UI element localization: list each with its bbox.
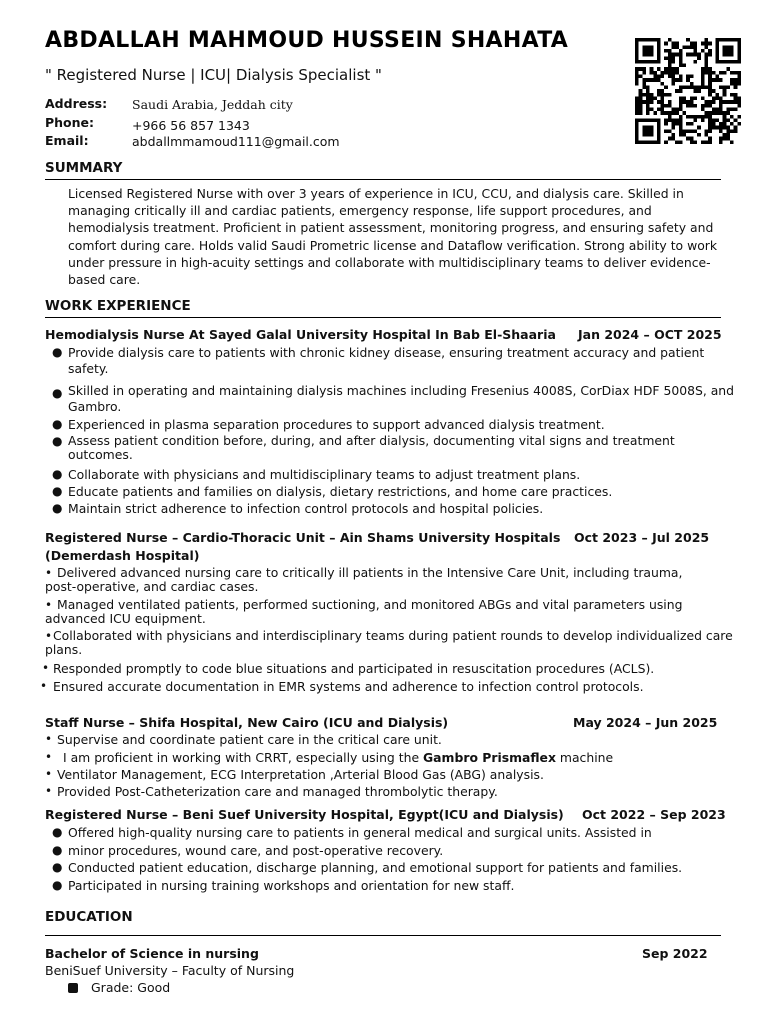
bullet-text: I am proficient in working with CRRT, especially using the	[63, 750, 424, 765]
bullet-text: Offered high-quality nursing care to patients in general medical and surgical units. Assisted in	[68, 825, 652, 840]
job-dates: Jan 2024 – OCT 2025	[578, 327, 722, 342]
bullet-icon: •	[45, 750, 53, 764]
bullet-text: Experienced in plasma separation procedures to support advanced dialysis treatment.	[68, 417, 605, 432]
qr-code-icon	[633, 38, 743, 144]
bullet-text: Participated in nursing training workshops and orientation for new staff.	[68, 878, 515, 893]
email-label: Email:	[45, 133, 89, 148]
bullet-text: minor procedures, wound care, and post-operative recovery.	[68, 843, 444, 858]
candidate-name: ABDALLAH MAHMOUD HUSSEIN SHAHATA	[45, 28, 569, 53]
square-bullet-icon	[68, 983, 78, 993]
bullet-text: Supervise and coordinate patient care in the critical care unit.	[57, 732, 442, 747]
job-title: Staff Nurse – Shifa Hospital, New Cairo (ICU and Dialysis)	[45, 715, 449, 730]
grade-text: Grade: Good	[91, 980, 171, 995]
degree-title: Bachelor of Science in nursing	[45, 946, 259, 961]
experience-divider	[45, 317, 721, 318]
bullet-text: Provide dialysis care to patients with chronic kidney disease, ensuring treatment accuracy and patient	[68, 345, 705, 360]
bullet-text: advanced ICU equipment.	[45, 611, 206, 626]
bullet-text: machine	[555, 750, 614, 765]
bold-phrase: Gambro Prismaflex	[423, 750, 556, 765]
education-divider	[45, 935, 721, 936]
bullet-text: Maintain strict adherence to infection control protocols and hospital policies.	[68, 501, 544, 516]
bullet-text: Educate patients and families on dialysis, dietary restrictions, and home care practices.	[68, 484, 613, 499]
address-value: Saudi Arabia, Jeddah city	[132, 97, 293, 112]
bullet-icon: ●	[52, 843, 63, 857]
summary-text	[68, 185, 718, 288]
bullet-text: Assess patient condition before, during, and after dialysis, documenting vital signs and treatment	[68, 433, 675, 448]
bullet-text: Ensured accurate documentation in EMR systems and adherence to infection control protocols.	[53, 679, 644, 694]
bullet-icon: •	[45, 732, 53, 746]
bullet-text: Collaborate with physicians and multidisciplinary teams to adjust treatment plans.	[68, 467, 581, 482]
bullet-icon: ●	[52, 825, 63, 839]
address-label: Address:	[45, 96, 108, 111]
school-name: BeniSuef University – Faculty of Nursing	[45, 963, 295, 978]
bullet-icon: ●	[52, 860, 63, 874]
phone-label: Phone:	[45, 115, 95, 130]
job-title-continued: (Demerdash Hospital)	[45, 548, 200, 563]
experience-heading: WORK EXPERIENCE	[45, 298, 191, 314]
summary-divider	[45, 179, 721, 180]
bullet-text: Ventilator Management, ECG Interpretation ,Arterial Blood Gas (ABG) analysis.	[57, 767, 544, 782]
bullet-icon: ●	[52, 386, 63, 400]
summary-line: managing critically ill and cardiac patients, emergency response, life support procedures, and	[68, 203, 652, 219]
bullet-text: Managed ventilated patients, performed suctioning, and monitored ABGs and vital parameters using	[57, 597, 683, 612]
bullet-icon: •	[45, 784, 53, 798]
summary-line: comfort during care. Holds valid Saudi Prometric license and Dataflow verification. Strong ability to work	[68, 237, 718, 253]
email-value[interactable]: abdallmmamoud111@gmail.com	[132, 134, 340, 149]
bullet-text: Gambro.	[68, 398, 122, 414]
bullet-text: outcomes.	[68, 447, 133, 462]
job-title: Registered Nurse – Cardio-Thoracic Unit – Ain Shams University Hospitals	[45, 530, 561, 545]
job-title: Hemodialysis Nurse At Sayed Galal University Hospital In Bab El-Shaaria	[45, 327, 556, 342]
bullet-text: Conducted patient education, discharge planning, and emotional support for patients and families.	[68, 860, 683, 875]
bullet-icon: •	[40, 679, 48, 693]
bullet-icon: ●	[52, 501, 63, 515]
bullet-text: post-operative, and cardiac cases.	[45, 579, 259, 594]
education-heading: EDUCATION	[45, 909, 133, 925]
degree-date: Sep 2022	[642, 946, 708, 961]
bullet-text: safety.	[68, 360, 109, 376]
job-title: Registered Nurse – Beni Suef University Hospital, Egypt(ICU and Dialysis)	[45, 807, 564, 822]
bullet-icon: ●	[52, 484, 63, 498]
summary-line: under pressure in high-acuity settings and collaborate with multidisciplinary teams to deliver evidence-	[68, 254, 711, 270]
bullet-icon: ●	[52, 345, 63, 359]
bullet-icon: ●	[52, 417, 63, 431]
bullet-icon: ●	[52, 467, 63, 481]
bullet-text: Collaborated with physicians and interdisciplinary teams during patient rounds to develop individualized care	[53, 628, 733, 643]
bullet-icon: ●	[52, 878, 63, 892]
candidate-title: " Registered Nurse | ICU| Dialysis Specialist "	[45, 66, 382, 84]
bullet-text: Skilled in operating and maintaining dialysis machines including Fresenius 4008S, CorDiax HDF 5008S, and	[68, 383, 735, 398]
summary-heading: SUMMARY	[45, 160, 123, 176]
bullet-icon: •	[45, 767, 53, 781]
bullet-icon: •	[45, 566, 53, 580]
bullet-text: Provided Post-Catheterization care and managed thrombolytic therapy.	[57, 784, 498, 799]
bullet-icon: •	[42, 661, 50, 675]
bullet-text: Responded promptly to code blue situations and participated in resuscitation procedures (ACLS).	[53, 661, 655, 676]
phone-value: +966 56 857 1343	[132, 118, 250, 133]
bullet-text: Delivered advanced nursing care to critically ill patients in the Intensive Care Unit, including trauma,	[57, 565, 683, 580]
job-dates: May 2024 – Jun 2025	[573, 715, 718, 730]
bullet-icon: ●	[52, 434, 63, 448]
summary-line: based care.	[68, 272, 141, 288]
bullet-icon: •	[45, 629, 53, 643]
job-dates: Oct 2022 – Sep 2023	[582, 807, 726, 822]
summary-line: hemodialysis treatment. Proficient in patient assessment, monitoring progress, and ensuring safety and	[68, 220, 714, 236]
bullet-icon: •	[45, 598, 53, 612]
job-dates: Oct 2023 – Jul 2025	[574, 530, 710, 545]
bullet-text: plans.	[45, 642, 83, 657]
summary-line: Licensed Registered Nurse with over 3 years of experience in ICU, CCU, and dialysis care. Skilled in	[68, 186, 684, 201]
